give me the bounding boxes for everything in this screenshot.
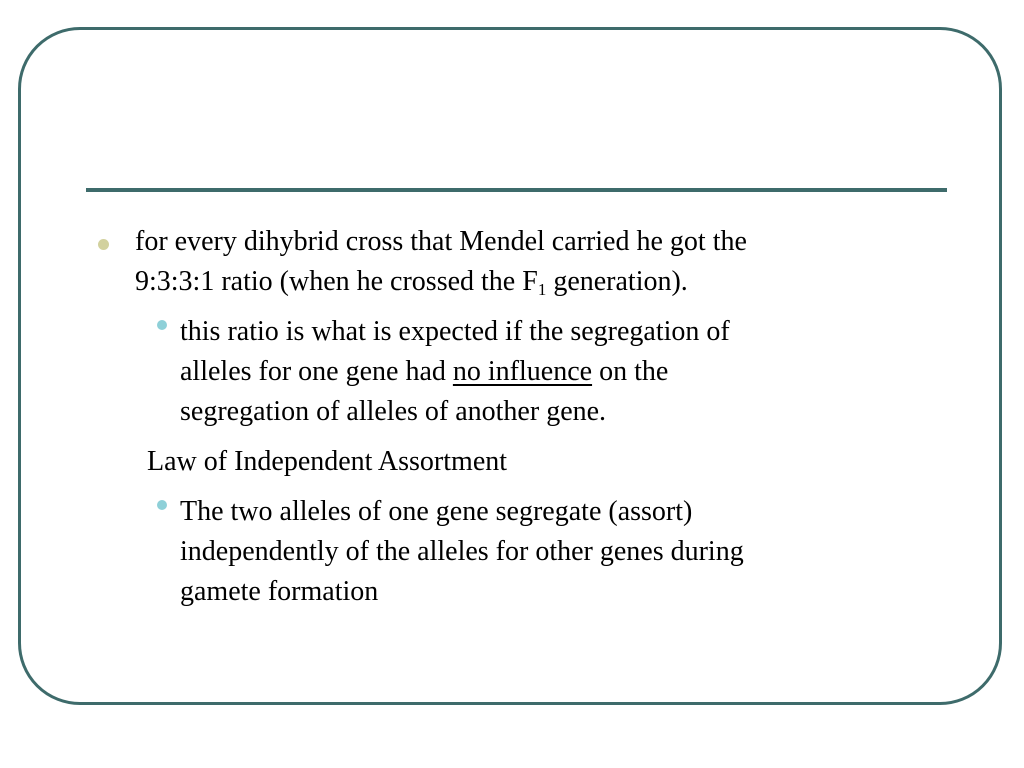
sub-bullet-text-line: this ratio is what is expected if the segregation of bbox=[180, 316, 730, 347]
bullet-dot-icon bbox=[98, 239, 109, 250]
sub-bullet-dot-icon bbox=[157, 500, 167, 510]
sub-bullet-text-segment: on the bbox=[592, 356, 669, 387]
title-divider-rule bbox=[86, 188, 947, 192]
sub-bullet-text-segment: alleles for one gene had bbox=[180, 356, 453, 387]
sub-bullet-text-line bbox=[180, 352, 668, 392]
bullet-text-segment: 9:3:3:1 ratio (when he crossed the F bbox=[135, 266, 538, 297]
law-heading: Law of Independent Assortment bbox=[147, 446, 508, 477]
bullet-text-line bbox=[135, 262, 688, 310]
sub-bullet-text-line: The two alleles of one gene segregate (assort) bbox=[180, 496, 693, 527]
bullet-text-line: for every dihybrid cross that Mendel carried he got the bbox=[135, 226, 747, 257]
sub-bullet-text-line: independently of the alleles for other genes during bbox=[180, 536, 744, 567]
subscript-text: 1 bbox=[537, 280, 547, 299]
sub-bullet-text-line: segregation of alleles of another gene. bbox=[180, 396, 607, 427]
underlined-emphasis-text: no influence bbox=[452, 356, 593, 387]
sub-bullet-text-line: gamete formation bbox=[180, 576, 379, 607]
bullet-text-segment: generation). bbox=[546, 266, 688, 297]
sub-bullet-dot-icon bbox=[157, 320, 167, 330]
